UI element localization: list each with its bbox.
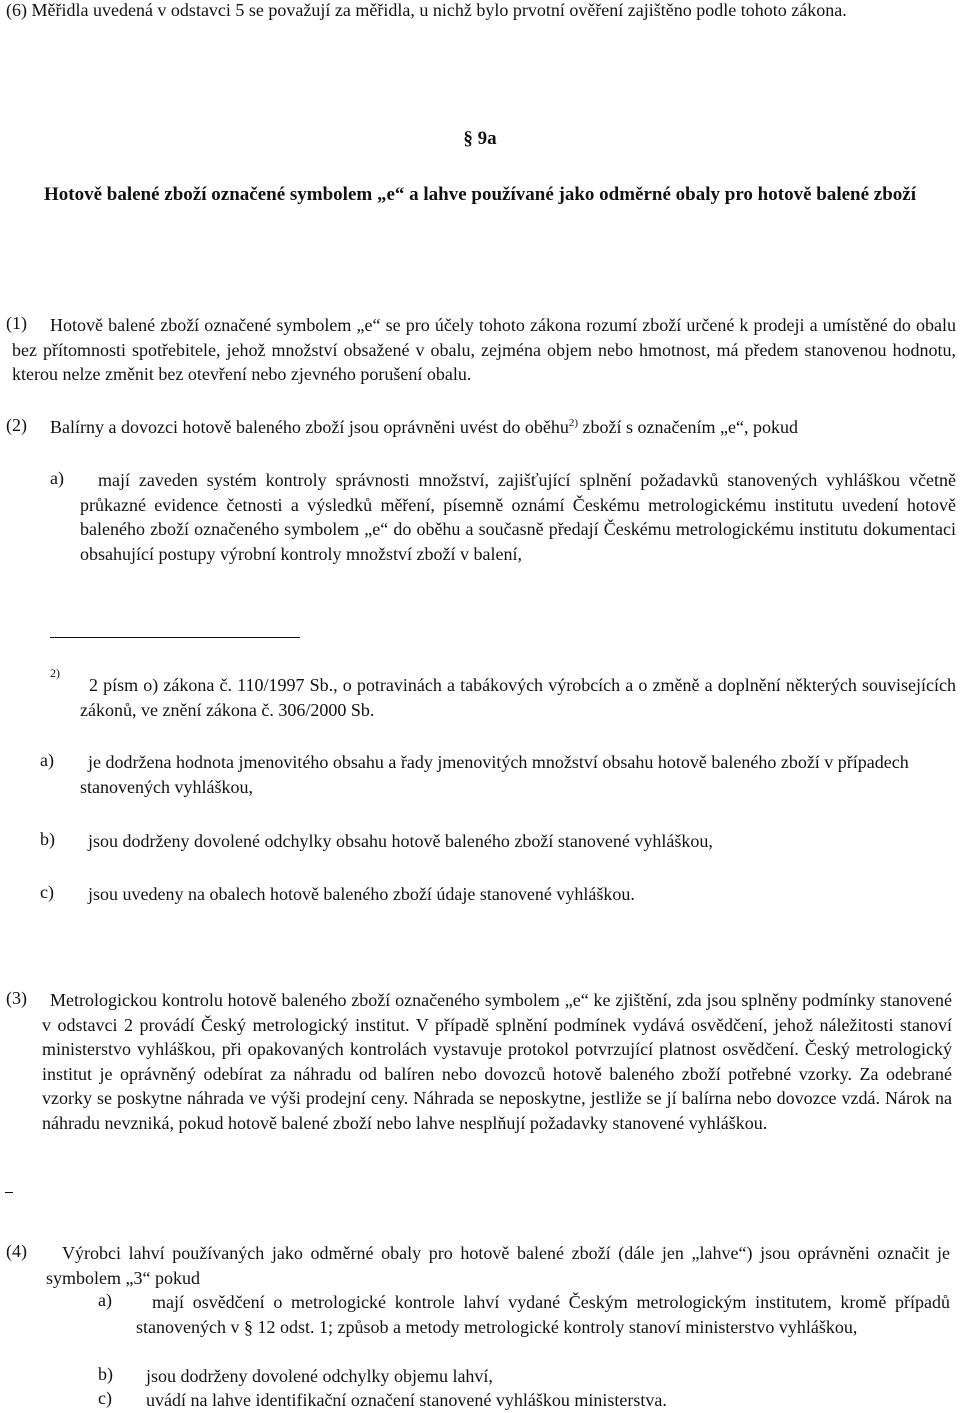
item-a-text: je dodržena hodnota jmenovitého obsahu a řady jmenovitých množství obsahu hotově baleného zboží v případech stanovených vyhláškou,	[80, 752, 909, 797]
paragraph-1-text: Hotově balené zboží označené symbolem „e“ se pro účely tohoto zákona rozumí zboží určené k prodeji a umístěné do obalu bez přítomnosti spotřebitele, jehož množství obsažené v obalu, zejména objem nebo hmotnost, má předem stanovenou hodnotu, kterou nelze změnit bez otevření nebo zjevného porušení obalu.	[12, 315, 956, 384]
margin-dash	[5, 1192, 13, 1193]
footnote-mark: 2)	[50, 666, 60, 680]
paragraph-3-label: (3)	[6, 988, 27, 1008]
item-4c-text: uvádí na lahve identifikační označení stanovené vyhláškou ministerstva.	[146, 1390, 667, 1410]
item-4a-text: mají osvědčení o metrologické kontrole lahví vydané Českým metrologickým institutem, kromě případů stanovených v § 12 odst. 1; způsob a metody metrologické kontroly stanoví ministerstvo vyhláškou,	[136, 1292, 950, 1337]
item-2a-text: mají zaveden systém kontroly správnosti množství, zajišťující splnění požadavků stanovených vyhláškou včetně průkazné evidence četnosti a výsledků měření, písemně oznámí Českému metrologickému institutu uvedení hotově baleného zboží označeného symbolem „e“ do oběhu a současně předají Českému metrologickému institutu dokumentaci obsahující postupy výrobní kontroly množství zboží v balení,	[80, 470, 956, 564]
paragraph-2-text-start: Balírny a dovozci hotově baleného zboží jsou oprávněni uvést do oběhu	[50, 417, 569, 437]
footnote-ref: 2)	[568, 417, 579, 429]
item-4b-label: b)	[98, 1364, 113, 1384]
paragraph-4-label: (4)	[6, 1241, 27, 1261]
item-b-label: b)	[40, 829, 55, 849]
section-number: § 9a	[463, 128, 497, 149]
paragraph-4-text: Výrobci lahví používaných jako odměrné obaly pro hotově balené zboží (dále jen „lahve“) jsou oprávněni označit je symbolem „3“ pokud	[46, 1243, 950, 1288]
item-b-text: jsou dodrženy dovolené odchylky obsahu hotově baleného zboží stanovené vyhláškou,	[88, 831, 713, 851]
paragraph-2-text-end: zboží s označením „e“, pokud	[578, 417, 798, 437]
item-c-text: jsou uvedeny na obalech hotově baleného zboží údaje stanovené vyhláškou.	[88, 884, 635, 904]
footnote-rule	[50, 637, 300, 638]
item-c-label: c)	[40, 882, 54, 902]
paragraph-2-label: (2)	[6, 415, 27, 435]
item-4b-text: jsou dodrženy dovolené odchylky objemu lahví,	[146, 1366, 493, 1386]
item-a-label: a)	[40, 750, 54, 770]
footnote-text: 2 písm o) zákona č. 110/1997 Sb., o potravinách a tabákových výrobcích a o změně a doplnění některých souvisejících zákonů, ve znění zákona č. 306/2000 Sb.	[80, 675, 956, 720]
paragraph-6: (6) Měřidla uvedená v odstavci 5 se považují za měřidla, u nichž bylo prvotní ověření zajištěno podle tohoto zákona.	[6, 0, 847, 20]
item-4c-label: c)	[98, 1388, 112, 1408]
paragraph-2-text	[50, 415, 950, 440]
item-4a-label: a)	[98, 1290, 112, 1310]
section-heading: Hotově balené zboží označené symbolem „e“ a lahve používané jako odměrné obaly pro hotově balené zboží	[43, 184, 916, 205]
paragraph-3-text: Metrologickou kontrolu hotově baleného zboží označeného symbolem „e“ ke zjištění, zda jsou splněny podmínky stanovené v odstavci 2 provádí Český metrologický institut. V případě splnění podmínek vydává osvědčení, jehož náležitosti stanoví ministerstvo vyhláškou, při opakovaných kontrolách vystavuje protokol potvrzující platnost osvědčení. Český metrologický institut je oprávněný odebírat za náhradu od balíren nebo dovozců hotově baleného zboží potřebné vzorky. Za odebrané vzorky se poskytne náhrada ve výši prodejní ceny. Náhrada se neposkytne, jestliže se jí balírna nebo dovozce vzdá. Nárok na náhradu nevzniká, pokud hotově balené zboží nebo lahve nesplňují požadavky stanovené vyhláškou.	[42, 990, 952, 1133]
paragraph-1-label: (1)	[6, 313, 27, 333]
item-2a-label: a)	[50, 468, 64, 488]
